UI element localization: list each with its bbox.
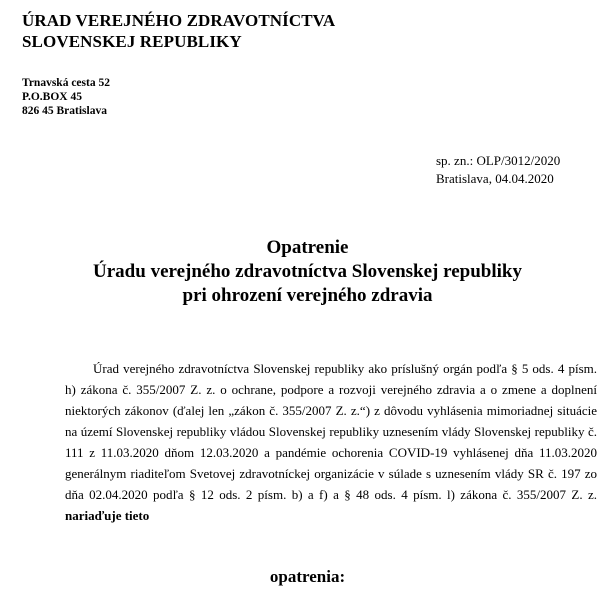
title-line2: Úradu verejného zdravotníctva Slovenskej republiky bbox=[93, 261, 522, 282]
address-street: Trnavská cesta 52 bbox=[22, 77, 110, 89]
reference-block bbox=[436, 152, 560, 188]
authority-address bbox=[22, 76, 110, 118]
paragraph-text: Úrad verejného zdravotníctva Slovenskej republiky ako príslušný orgán podľa § 5 ods. 4 písm. h) zákona č. 355/2007 Z. z. o ochrane, podpore a rozvoji verejného zdravia a o zmene a doplnení niektorých zákonov (ďalej len „zákon č. 355/2007 Z. z.“) z dôvodu vyhlásenia mimoriadnej situácie na území Slovenskej republiky vládou Slovenskej republiky uznesením vlády Slovenskej republiky č. 111 z 11.03.2020 dňom 12.03.2020 a pandémie ochorenia COVID-19 vyhlásenej dňa 11.03.2020 generálnym riaditeľom Svetovej zdravotníckej organizácie v súlade s uznesením vlády SR č. 197 zo dňa 02.04.2020 podľa § 12 ods. 2 písm. b) a f) a § 48 ods. 4 písm. l) zákona č. 355/2007 Z. z. bbox=[65, 361, 597, 502]
file-number: sp. zn.: OLP/3012/2020 bbox=[436, 153, 561, 168]
document-title bbox=[0, 236, 615, 308]
body-paragraph bbox=[65, 358, 597, 526]
authority-name-line1: ÚRAD VEREJNÉHO ZDRAVOTNÍCTVA bbox=[22, 11, 336, 30]
authority-name-line2: SLOVENSKEJ REPUBLIKY bbox=[22, 32, 242, 51]
title-line3: pri ohrození verejného zdravia bbox=[182, 285, 433, 306]
place-and-date: Bratislava, 04.04.2020 bbox=[436, 171, 554, 186]
paragraph-emphasis: nariaďuje tieto bbox=[65, 508, 150, 523]
address-city: 826 45 Bratislava bbox=[22, 105, 107, 117]
title-line1: Opatrenie bbox=[266, 237, 349, 258]
address-pobox: P.O.BOX 45 bbox=[22, 91, 82, 103]
section-heading: opatrenia: bbox=[269, 567, 346, 586]
authority-header bbox=[22, 10, 335, 52]
